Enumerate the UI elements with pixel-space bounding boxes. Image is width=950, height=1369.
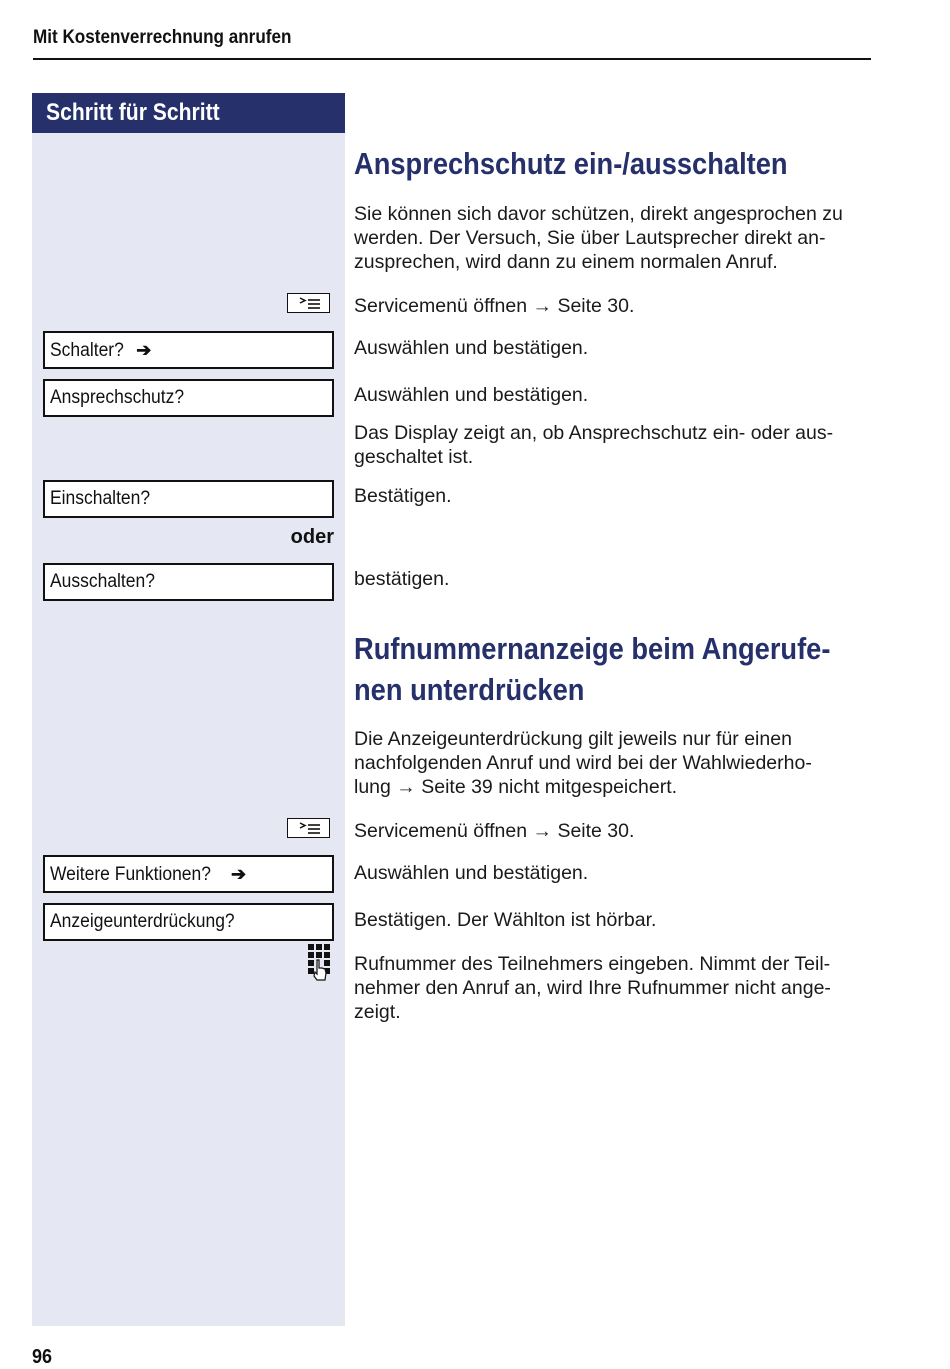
step-text: Bestätigen. xyxy=(354,485,452,507)
running-header: Mit Kostenverrechnung anrufen xyxy=(33,27,292,48)
section2-intro: Die Anzeigeunterdrückung gilt jeweils nur für einen nachfolgenden Anruf und wird bei der Wahlwiederho- lung → Seite 39 nicht mitgespeichert. xyxy=(354,728,812,798)
step-text: Auswählen und bestätigen. xyxy=(354,384,589,406)
step-open-servicemenu: Servicemenü öffnen → Seite 30. xyxy=(354,820,635,842)
step-dial-number: Rufnummer des Teilnehmers eingeben. Nimmt der Teil- nehmer den Anruf an, wird Ihre Rufnummer nicht ange- zeigt. xyxy=(354,953,831,1023)
or-label: oder xyxy=(290,526,334,548)
display-option-schalter[interactable]: Schalter? ➔ xyxy=(43,331,334,369)
page-reference[interactable]: Seite 30. xyxy=(557,820,635,842)
display-option-ausschalten[interactable]: Ausschalten? xyxy=(43,563,334,601)
display-option-einschalten[interactable]: Einschalten? xyxy=(43,480,334,518)
step-text: Auswählen und bestätigen. xyxy=(354,337,589,359)
step-text: bestätigen. xyxy=(354,568,450,590)
right-arrow-icon: ➔ xyxy=(230,864,247,884)
right-arrow-icon: → xyxy=(532,820,553,842)
section1-intro: Sie können sich davor schützen, direkt angesprochen zu werden. Der Versuch, Sie über Lautsprecher direkt an- zusprechen, wird dann zu einem normalen Anruf. xyxy=(354,203,843,273)
page-reference[interactable]: Seite 39 xyxy=(421,776,493,798)
page-reference[interactable]: Seite 30. xyxy=(557,295,635,317)
dialpad-icon xyxy=(306,943,334,988)
page-number: 96 xyxy=(32,1346,53,1368)
section-heading-rufnummernanzeige: Rufnummernanzeige beim Angerufe- nen unterdrücken xyxy=(354,631,831,707)
step-text: Bestätigen. Der Wählton ist hörbar. xyxy=(354,909,657,931)
right-arrow-icon: ➔ xyxy=(136,340,152,360)
display-option-anzeigeunterdrueckung[interactable]: Anzeigeunterdrückung? xyxy=(43,903,334,941)
step-column-header: Schritt für Schritt xyxy=(32,93,345,133)
step-column xyxy=(32,93,345,1326)
servicemenu-key-icon xyxy=(287,818,330,838)
display-option-weitere-funktionen[interactable]: Weitere Funktionen? ➔ xyxy=(43,855,334,893)
step-open-servicemenu: Servicemenü öffnen → Seite 30. xyxy=(354,295,635,317)
step-text: Auswählen und bestätigen. xyxy=(354,862,589,884)
header-rule xyxy=(33,58,871,60)
right-arrow-icon: → xyxy=(532,295,553,317)
servicemenu-key-icon xyxy=(287,293,330,313)
right-arrow-icon: → xyxy=(396,776,416,798)
display-note: Das Display zeigt an, ob Ansprechschutz ein- oder aus- geschaltet ist. xyxy=(354,422,834,468)
display-option-ansprechschutz[interactable]: Ansprechschutz? xyxy=(43,379,334,417)
section-heading-ansprechschutz: Ansprechschutz ein-/ausschalten xyxy=(354,146,788,181)
